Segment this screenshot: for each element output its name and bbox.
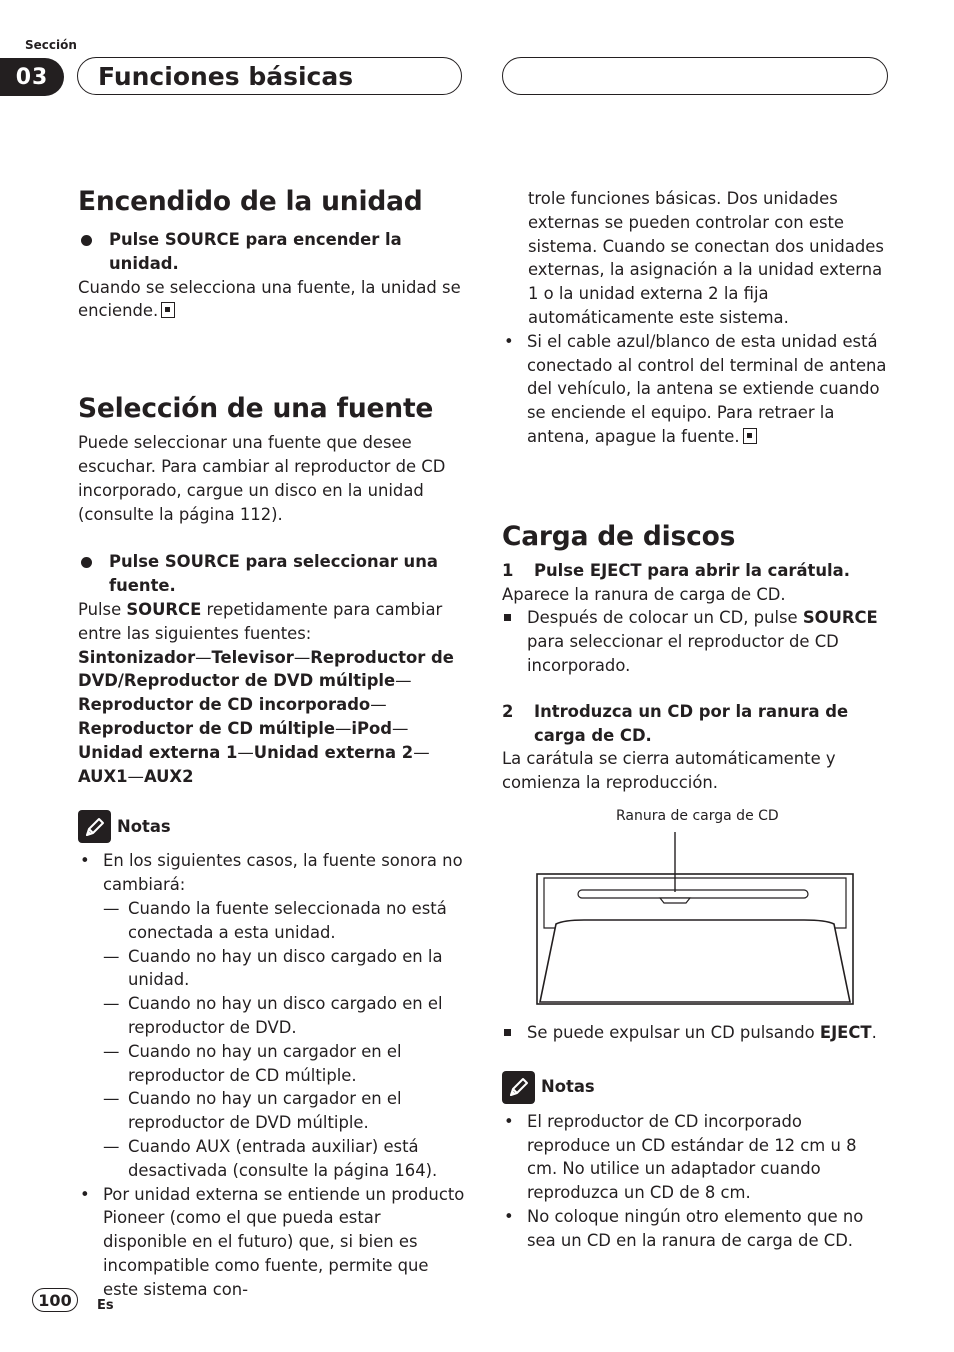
end-mark-icon bbox=[743, 428, 757, 444]
step-1 bbox=[502, 559, 890, 583]
text-encendido-content: Cuando se selecciona una fuente, la unidad se enciende. bbox=[78, 277, 461, 321]
source-separator: — bbox=[370, 695, 387, 715]
dash-item: — Cuando la fuente seleccionada no está conectada a esta unidad. bbox=[103, 897, 468, 945]
figure-label: Ranura de carga de CD bbox=[616, 808, 779, 824]
notes-label-right: Notas bbox=[541, 1077, 595, 1097]
note-item bbox=[502, 330, 890, 449]
section-label: Sección bbox=[25, 38, 77, 52]
eject-note-a: Se puede expulsar un CD pulsando bbox=[527, 1023, 820, 1042]
section-number: 03 bbox=[0, 58, 64, 96]
source-name: Reproductor de CD incorporado bbox=[78, 695, 371, 715]
source-name: Sintonizador bbox=[78, 647, 196, 667]
note-item-text: En los siguientes casos, la fuente sonora no cambiará: bbox=[103, 851, 463, 895]
notes-list-left bbox=[78, 849, 468, 1301]
step-1-text: Pulse EJECT para abrir la carátula. bbox=[534, 560, 850, 580]
dash-item: — Cuando no hay un disco cargado en la unidad. bbox=[103, 945, 468, 993]
step-2 bbox=[502, 700, 890, 748]
right-column-lower bbox=[502, 1021, 890, 1253]
note-item: • El reproductor de CD incorporado reproduce un CD estándar de 12 cm u 8 cm. No utilice un adaptador cuando reproduzca un CD de 8 cm. bbox=[502, 1110, 890, 1205]
antenna-note-text: Si el cable azul/blanco de esta unidad está conectado al control del terminal de antena del vehículo, la antena se extiende cuando se enciende el equipo. Para retraer la antena, apague la fuente. bbox=[527, 331, 887, 446]
step-1-note bbox=[502, 606, 890, 677]
notes-label-left: Notas bbox=[117, 816, 171, 836]
right-column bbox=[502, 187, 890, 795]
pulse-text-c: repetidamente para cambiar entre las siguientes fuentes: bbox=[78, 599, 443, 643]
note-item: • No coloque ningún otro elemento que no sea un CD en la ranura de carga de CD. bbox=[502, 1205, 890, 1253]
eject-note-b: EJECT bbox=[819, 1023, 872, 1042]
source-name: iPod bbox=[351, 718, 393, 738]
bullet-encendido: Pulse SOURCE para encender la unidad. bbox=[78, 228, 468, 276]
notes-heading-right bbox=[502, 1071, 890, 1104]
source-name: AUX1 bbox=[78, 766, 128, 786]
source-name: AUX2 bbox=[143, 766, 194, 786]
source-separator: — bbox=[127, 766, 144, 786]
dash-item: — Cuando no hay un cargador en el reproductor de DVD múltiple. bbox=[103, 1087, 468, 1135]
text-encendido bbox=[78, 276, 468, 324]
source-separator: — bbox=[413, 742, 430, 762]
eject-note-c: . bbox=[871, 1023, 877, 1042]
text-continued: trole funciones básicas. Dos unidades externas se pueden controlar con este sistema. Cuando se conectan dos unidades externas, la asignación a la unidad externa 1 o la unidad externa 2 la fija automáticamente este sistema. bbox=[528, 189, 884, 327]
left-column bbox=[78, 186, 468, 1301]
eject-note bbox=[502, 1021, 890, 1045]
cd-slot-illustration bbox=[534, 828, 856, 1008]
source-separator: — bbox=[293, 647, 311, 667]
source-name: Reproductor de CD múltiple bbox=[78, 718, 335, 738]
section-title-text: Funciones básicas bbox=[98, 61, 354, 91]
pulse-text-a: Pulse bbox=[78, 599, 127, 619]
notes-heading-left bbox=[78, 810, 468, 843]
source-list bbox=[78, 646, 468, 789]
pencil-icon bbox=[502, 1071, 535, 1104]
source-separator: — bbox=[335, 718, 352, 738]
dash-item: — Cuando AUX (entrada auxiliar) está desactivada (consulte la página 164). bbox=[103, 1135, 468, 1183]
note-item bbox=[78, 849, 468, 1182]
source-name: Unidad externa 1 bbox=[78, 742, 238, 762]
step1-note-b: SOURCE bbox=[802, 608, 878, 628]
text-seleccion: Puede seleccionar una fuente que desee escuchar. Para cambiar al reproductor de CD incorporado, cargue un disco en la unidad (consulte la página 112). bbox=[78, 433, 446, 524]
step1-note-a: Después de colocar un CD, pulse bbox=[527, 608, 803, 628]
heading-encendido: Encendido de la unidad bbox=[78, 186, 423, 217]
step-1-desc: Aparece la ranura de carga de CD. bbox=[502, 584, 786, 604]
end-mark-icon bbox=[161, 302, 175, 318]
step-2-text: Introduzca un CD por la ranura de carga de CD. bbox=[534, 701, 849, 745]
source-separator: — bbox=[392, 718, 409, 738]
empty-header-box bbox=[502, 57, 888, 95]
source-separator: — bbox=[195, 647, 212, 667]
source-name: Reproductor de DVD bbox=[78, 647, 454, 691]
source-name: Reproductor de DVD múltiple bbox=[123, 671, 396, 691]
source-separator: — bbox=[237, 742, 254, 762]
pencil-icon bbox=[78, 810, 111, 843]
pulse-text-b: SOURCE bbox=[126, 599, 202, 619]
dash-list bbox=[103, 897, 468, 1183]
bullet-list-right bbox=[502, 330, 890, 449]
notes-list-right bbox=[502, 1110, 890, 1253]
source-name: Televisor bbox=[211, 647, 294, 667]
bullet-seleccion: Pulse SOURCE para seleccionar una fuente. bbox=[78, 550, 468, 598]
source-separator: / bbox=[117, 671, 124, 691]
source-name: Unidad externa 2 bbox=[253, 742, 414, 762]
heading-carga: Carga de discos bbox=[502, 520, 736, 552]
text-pulse-source bbox=[78, 598, 468, 646]
dash-item: — Cuando no hay un cargador en el reproductor de CD múltiple. bbox=[103, 1040, 468, 1088]
step-2-desc: La carátula se cierra automáticamente y comienza la reproducción. bbox=[502, 749, 836, 793]
note-item: • Por unidad externa se entiende un producto Pioneer (como el que pueda estar disponible en el futuro) que, si bien es incompatible como fuente, permite que este sistema con- bbox=[78, 1183, 468, 1302]
step1-note-c: para seleccionar el reproductor de CD incorporado. bbox=[527, 632, 839, 675]
language-code: Es bbox=[97, 1298, 114, 1313]
page-number: 100 bbox=[32, 1288, 78, 1312]
step-1-number: 1 bbox=[502, 560, 514, 580]
dash-item: — Cuando no hay un disco cargado en el reproductor de DVD. bbox=[103, 992, 468, 1040]
source-separator: — bbox=[395, 671, 412, 691]
heading-seleccion: Selección de una fuente bbox=[78, 393, 434, 425]
section-title bbox=[77, 57, 462, 95]
step-2-number: 2 bbox=[502, 701, 514, 721]
